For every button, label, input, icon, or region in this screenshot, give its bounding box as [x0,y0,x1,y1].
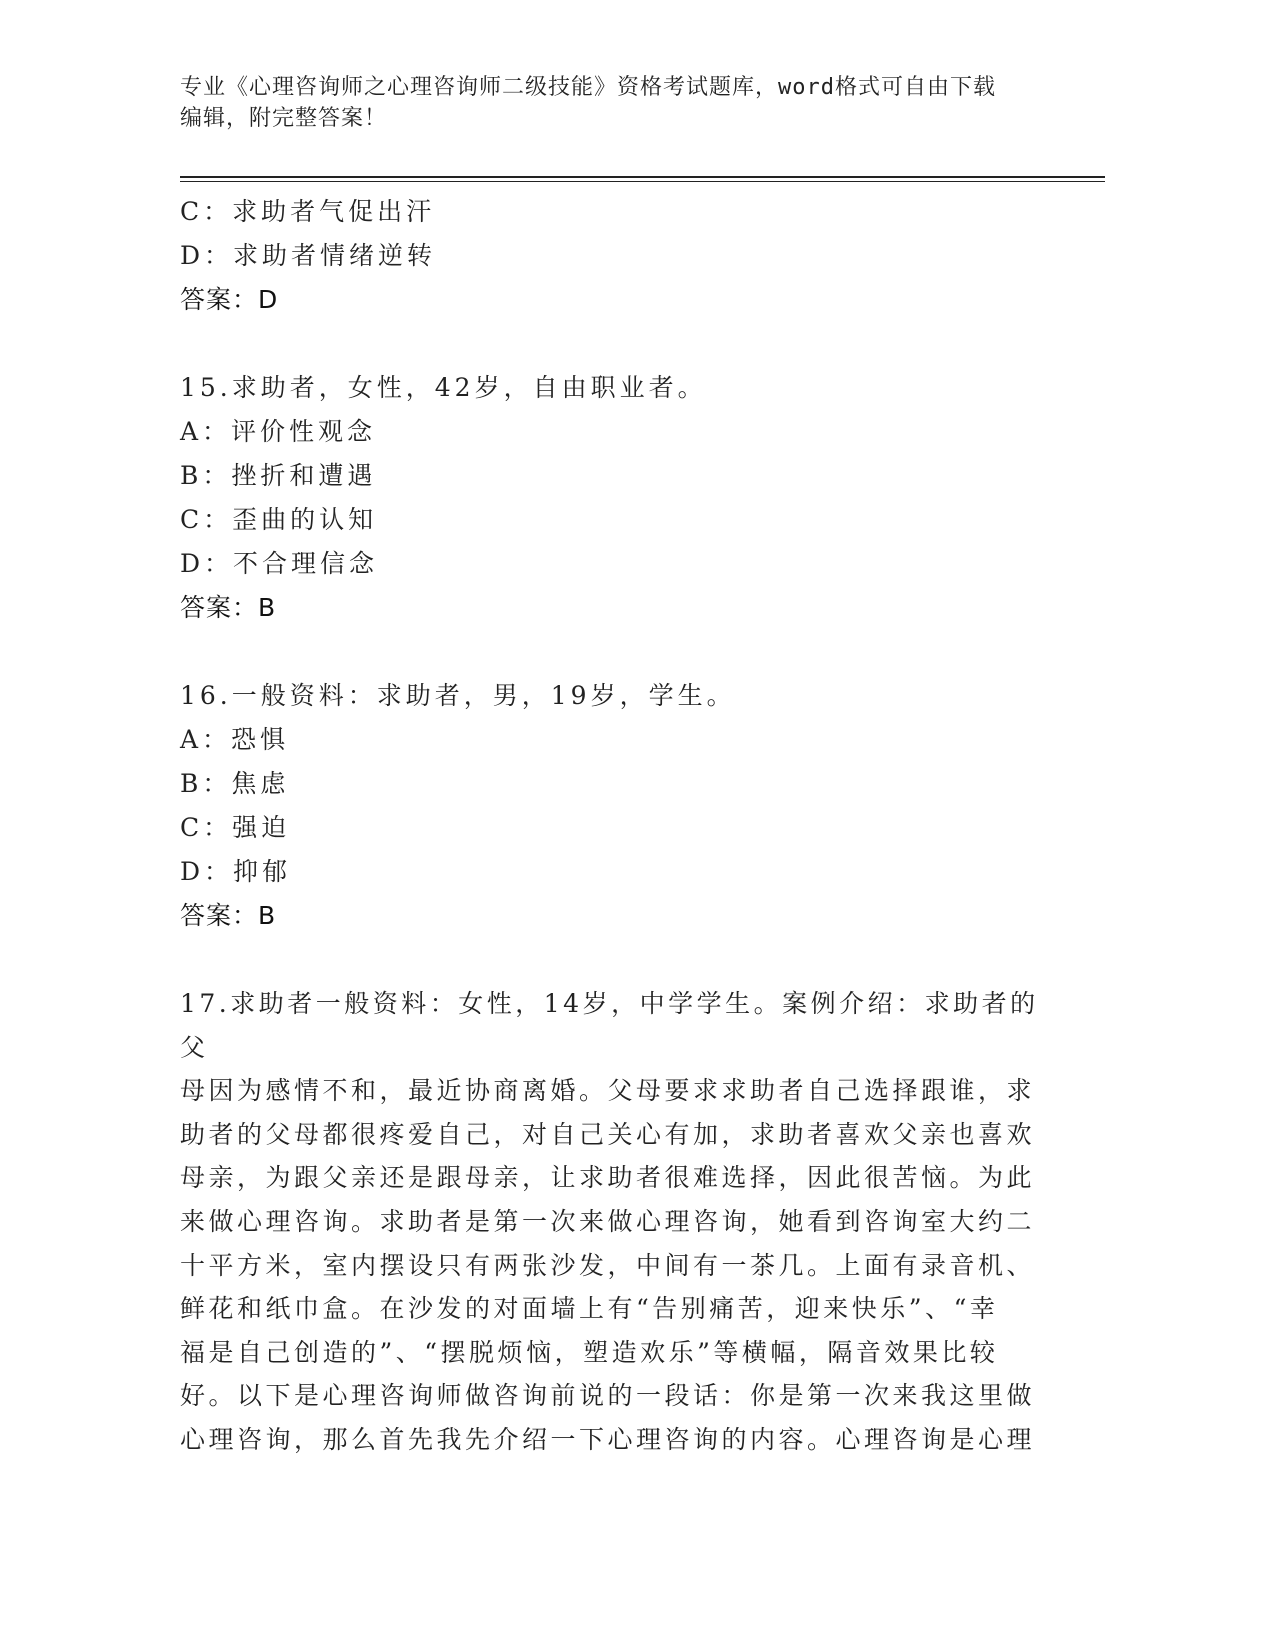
option-c: C：求助者气促出汗 [180,197,436,226]
answer: 答案：B [180,593,277,622]
question-text: 16.一般资料：求助者，男，19岁，学生。 [180,681,736,710]
header-line-2: 编辑，附完整答案！ [180,106,388,131]
question-17-line: 心理咨询，那么首先我先介绍一下心理咨询的内容。心理咨询是心理 [180,1424,1036,1454]
option-b: B：挫折和遭遇 [180,461,377,490]
question-17-line: 17.求助者一般资料：女性，14岁，中学学生。案例介绍：求助者的父 [180,989,1039,1062]
header-rule-thin [180,181,1105,182]
question-17-line: 母亲，为跟父亲还是跟母亲，让求助者很难选择，因此很苦恼。为此 [180,1163,1036,1193]
spacer [180,630,1050,674]
header-line-1: 专业《心理咨询师之心理咨询师二级技能》资格考试题库，word格式可自由下载 [180,75,996,100]
option-d: D：求助者情绪逆转 [180,241,437,270]
question-17-line: 福是自己创造的”、“摆脱烦恼，塑造欢乐”等横幅，隔音效果比较 [180,1337,999,1367]
header-rule-thick [180,176,1105,178]
question-17-line: 好。以下是心理咨询师做咨询前说的一段话：你是第一次来我这里做 [180,1381,1036,1411]
option-d: D：抑郁 [180,857,292,886]
option-d: D：不合理信念 [180,549,379,578]
document-header [180,72,1050,134]
answer: 答案：B [180,901,277,930]
question-17-line: 来做心理咨询。求助者是第一次来做心理咨询，她看到咨询室大约二 [180,1206,1036,1236]
option-a: A：恐惧 [180,725,290,754]
question-14-tail [180,190,1050,322]
question-15 [180,366,1050,630]
question-17 [180,982,1040,1462]
question-17-line: 助者的父母都很疼爱自己，对自己关心有加，求助者喜欢父亲也喜欢 [180,1119,1036,1149]
option-b: B：焦虑 [180,769,290,798]
option-c: C：强迫 [180,813,291,842]
question-text: 15.求助者，女性，42岁，自由职业者。 [180,373,707,402]
spacer [180,322,1050,366]
question-17-line: 鲜花和纸巾盒。在沙发的对面墙上有“告别痛苦，迎来快乐”、“幸 [180,1294,999,1324]
option-c: C：歪曲的认知 [180,505,378,534]
option-a: A：评价性观念 [180,417,377,446]
document-body [180,190,1050,1462]
answer: 答案：D [180,285,279,314]
question-17-line: 母因为感情不和，最近协商离婚。父母要求求助者自己选择跟谁，求 [180,1076,1036,1106]
question-16 [180,674,1050,938]
question-17-line: 十平方米，室内摆设只有两张沙发，中间有一茶几。上面有录音机、 [180,1250,1036,1280]
spacer [180,938,1050,982]
